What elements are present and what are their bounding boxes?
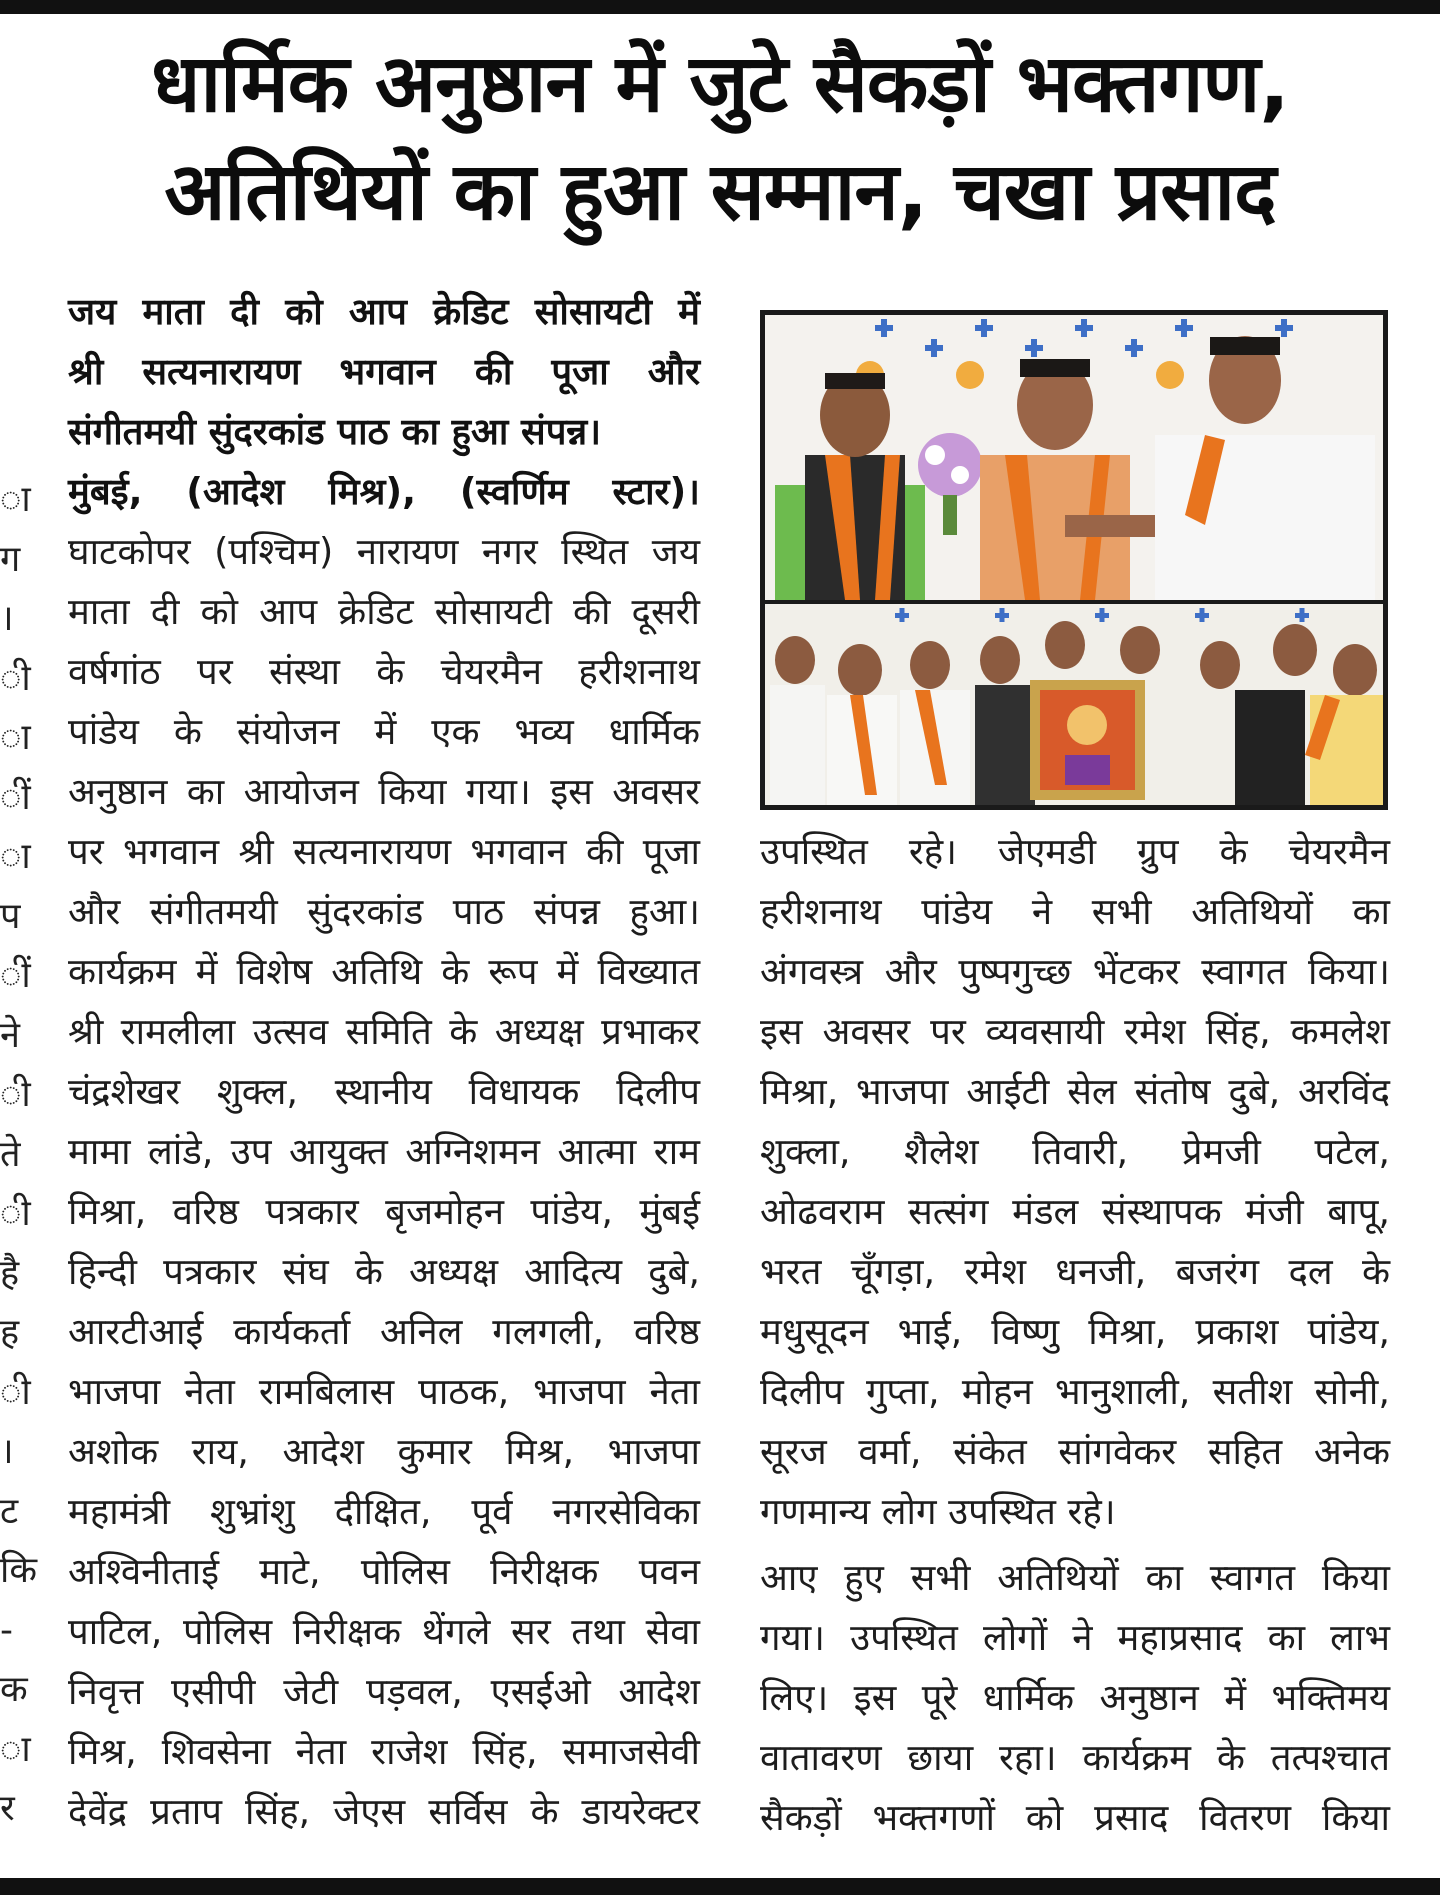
headline-line-1: धार्मिक अनुष्ठान में जुटे सैकड़ों भक्तगण,	[151, 37, 1289, 130]
body-line: मामा लांडे, उप आयुक्त अग्निशमन आत्मा राम	[68, 1130, 700, 1173]
body-line: आए हुए सभी अतिथियों का स्वागत किया	[760, 1556, 1390, 1599]
headline-line-2: अतिथियों का हुआ सम्मान, चखा प्रसाद	[164, 145, 1276, 238]
edge-fragment: है	[0, 1252, 20, 1294]
deck-line: मुंबई, (आदेश मिश्र), (स्वर्णिम स्टार)।	[68, 470, 700, 513]
body-line: ओढवराम सत्संग मंडल संस्थापक मंजी बापू,	[760, 1190, 1390, 1233]
edge-fragment: ीं	[0, 955, 31, 996]
body-line: मिश्रा, वरिष्ठ पत्रकार बृजमोहन पांडेय, मुंबई	[68, 1190, 700, 1233]
edge-fragment: ी	[0, 1193, 31, 1234]
edge-fragment: ते	[0, 1133, 21, 1175]
edge-fragment: ी	[0, 1074, 31, 1115]
photo-collage	[765, 315, 1383, 805]
body-line: वर्षगांठ पर संस्था के चेयरमैन हरीशनाथ	[68, 650, 700, 693]
top-rule	[0, 0, 1440, 14]
edge-fragment: ह	[0, 1312, 20, 1353]
body-line: शुक्ला, शैलेश तिवारी, प्रेमजी पटेल,	[760, 1130, 1390, 1173]
body-line: महामंत्री शुभ्रांशु दीक्षित, पूर्व नगरसेविका	[68, 1490, 700, 1533]
edge-fragment: ।	[0, 598, 14, 639]
body-line: मधुसूदन भाई, विष्णु मिश्रा, प्रकाश पांडेय,	[760, 1310, 1390, 1353]
body-line: वातावरण छाया रहा। कार्यक्रम के तत्पश्चात	[760, 1736, 1390, 1779]
edge-fragment: र	[0, 1788, 15, 1829]
body-line: देवेंद्र प्रताप सिंह, जेएस सर्विस के डायरेक्टर	[68, 1790, 700, 1833]
edge-fragment: ग	[0, 538, 21, 580]
edge-fragment: प	[0, 895, 21, 937]
body-line: पर भगवान श्री सत्यनारायण भगवान की पूजा	[68, 830, 700, 873]
deck-line: जय माता दी को आप क्रेडिट सोसायटी में	[68, 290, 700, 333]
body-line: चंद्रशेखर शुक्ल, स्थानीय विधायक दिलीप	[68, 1070, 700, 1113]
article-column-right	[760, 822, 1390, 1878]
body-line: उपस्थित रहे। जेएमडी ग्रुप के चेयरमैन	[760, 830, 1390, 873]
body-line: मिश्रा, भाजपा आईटी सेल संतोष दुबे, अरविंद	[760, 1070, 1390, 1113]
body-line: सैकड़ों भक्तगणों को प्रसाद वितरण किया	[760, 1796, 1390, 1839]
body-line: पांडेय के संयोजन में एक भव्य धार्मिक	[68, 710, 700, 753]
body-line: घाटकोपर (पश्चिम) नारायण नगर स्थित जय	[68, 530, 700, 573]
edge-fragment: कि	[0, 1550, 37, 1591]
body-line: इस अवसर पर व्यवसायी रमेश सिंह, कमलेश	[760, 1010, 1390, 1053]
body-line: लिए। इस पूरे धार्मिक अनुष्ठान में भक्तिमय	[760, 1676, 1390, 1719]
body-line: अंगवस्त्र और पुष्पगुच्छ भेंटकर स्वागत किया।	[760, 950, 1390, 993]
body-line: और संगीतमयी सुंदरकांड पाठ संपन्न हुआ।	[68, 890, 700, 933]
edge-fragment: ने	[0, 1014, 20, 1056]
body-line: कार्यक्रम में विशेष अतिथि के रूप में विख्यात	[68, 950, 700, 993]
body-line: भरत चूँगड़ा, रमेश धनजी, बजरंग दल के	[760, 1250, 1390, 1293]
edge-fragment: ीं	[0, 776, 31, 818]
article-column-left	[68, 282, 700, 1878]
edge-fragment: ा	[0, 479, 31, 520]
edge-fragment: -	[0, 1609, 13, 1651]
person-right-shirt	[1155, 435, 1375, 600]
body-line: हरीशनाथ पांडेय ने सभी अतिथियों का	[760, 890, 1390, 933]
body-line: निवृत्त एसीपी जेटी पड़वल, एसईओ आदेश	[68, 1670, 700, 1713]
body-line: आरटीआई कार्यकर्ता अनिल गलगली, वरिष्ठ	[68, 1310, 700, 1353]
edge-fragment: ।	[0, 1431, 14, 1472]
edge-fragment: ा	[0, 717, 31, 758]
body-line: अनुष्ठान का आयोजन किया गया। इस अवसर	[68, 770, 700, 813]
body-line: गया। उपस्थित लोगों ने महाप्रसाद का लाभ	[760, 1616, 1390, 1659]
body-line: भाजपा नेता रामबिलास पाठक, भाजपा नेता	[68, 1370, 700, 1413]
body-line: दिलीप गुप्ता, मोहन भानुशाली, सतीश सोनी,	[760, 1370, 1390, 1413]
body-line: सूरज वर्मा, संकेत सांगवेकर सहित अनेक	[760, 1430, 1390, 1473]
bottom-rule	[0, 1878, 1440, 1895]
headline	[40, 30, 1400, 246]
bouquet	[918, 433, 982, 497]
body-line: माता दी को आप क्रेडिट सोसायटी की दूसरी	[68, 590, 700, 633]
body-line: अशोक राय, आदेश कुमार मिश्र, भाजपा	[68, 1430, 700, 1473]
body-line: मिश्र, शिवसेना नेता राजेश सिंह, समाजसेवी	[68, 1730, 700, 1773]
edge-fragment: ा	[0, 836, 31, 877]
body-line: श्री रामलीला उत्सव समिति के अध्यक्ष प्रभाकर	[68, 1010, 700, 1053]
body-line: पाटिल, पोलिस निरीक्षक थेंगले सर तथा सेवा	[68, 1610, 700, 1653]
article-photo	[760, 310, 1388, 810]
body-line: गणमान्य लोग उपस्थित रहे।	[760, 1490, 1116, 1533]
edge-fragment: ट	[0, 1490, 19, 1532]
body-line: अश्विनीताई माटे, पोलिस निरीक्षक पवन	[68, 1550, 700, 1593]
edge-fragment: क	[0, 1669, 28, 1710]
body-line: हिन्दी पत्रकार संघ के अध्यक्ष आदित्य दुबे,	[68, 1250, 700, 1293]
cropped-adjacent-column	[0, 470, 37, 1880]
deck-line: संगीतमयी सुंदरकांड पाठ का हुआ संपन्न।	[68, 410, 602, 453]
edge-fragment: ा	[0, 1728, 31, 1770]
photo-divider	[765, 600, 1383, 604]
edge-fragment: ी	[0, 657, 31, 699]
deck-line: श्री सत्यनारायण भगवान की पूजा और	[68, 350, 700, 393]
edge-fragment: ी	[0, 1371, 31, 1413]
